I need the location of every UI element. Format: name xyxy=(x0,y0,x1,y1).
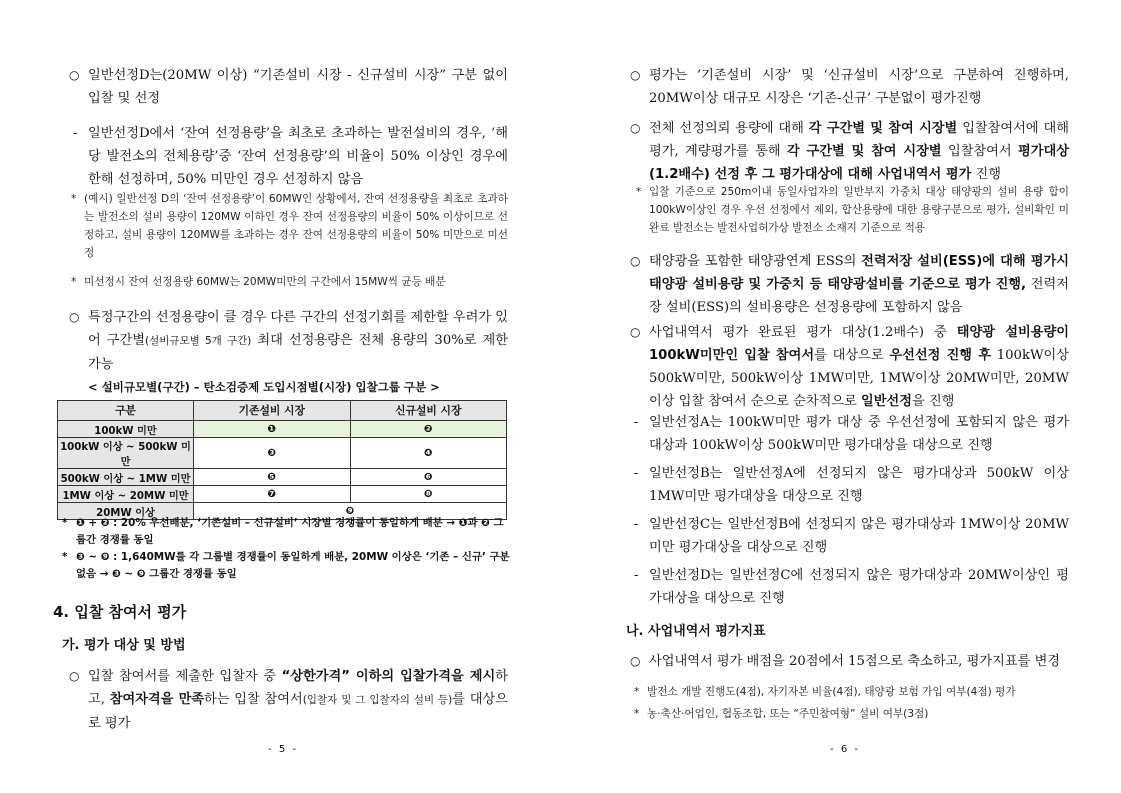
asterisk-marker: * xyxy=(71,276,77,288)
paragraph-text: 사업내역서 평가 배점을 20점에서 15점으로 축소하고, 평가지표를 변경 xyxy=(649,654,1061,669)
table-header: 신규설비 시장 xyxy=(350,401,507,421)
footnote xyxy=(71,273,508,291)
circle-bullet-icon: ○ xyxy=(630,68,641,82)
table-note xyxy=(62,549,510,583)
row-label: 500kW 이상 ~ 1MW 미만 xyxy=(58,469,194,486)
circle-bullet-icon: ○ xyxy=(630,121,641,135)
emphasis-text: 일반선정 xyxy=(861,394,913,409)
bullet-item xyxy=(630,250,1069,319)
paragraph-text: 진행 xyxy=(971,167,1002,182)
bullet-item xyxy=(630,650,1069,673)
paragraph-text: 최대 선정용량은 전체 용량의 30%로 제한 가능 xyxy=(88,333,508,372)
paragraph-text: 특정구간의 선정용량이 클 경우 다른 구간의 선정기회를 제한할 우려가 있어 구간별 xyxy=(88,310,508,348)
paragraph-text: 평가는 ‘기존설비 시장’ 및 ‘신규설비 시장’으로 구분하여 진행하며, 20MW이상 대규모 시장은 ‘기존-신규’ 구분없이 평가진행 xyxy=(649,68,1069,106)
group-cell: ❶ xyxy=(194,421,351,438)
emphasis-text: 각 구간별 및 참여 시장별 xyxy=(808,121,958,136)
paragraph-text: 100kW이상 500kW미만, 500kW이상 1MW미만, 1MW이상 20MW미만, 20MW이상 입찰 참여서 순으로 순차적으로 xyxy=(649,348,1069,409)
dash-marker: - xyxy=(634,415,639,430)
table-title: < 설비규모별(구간) – 탄소검증제 도입시점별(시장) 입찰그룹 구분 > xyxy=(88,380,440,394)
paragraph-text: 일반선정B는 일반선정A에 선정되지 않은 평가대상과 500kW 이상 1MW미만 평가대상을 대상으로 진행 xyxy=(649,466,1069,504)
paragraph-text: 사업내역서 평가 완료된 평가 대상(1.2배수) 중 xyxy=(649,325,957,340)
bullet-item xyxy=(630,117,1069,186)
footnote xyxy=(634,683,1071,701)
emphasis-text: “상한가격” 이하의 입찰가격을 제시 xyxy=(281,669,496,684)
asterisk-marker: * xyxy=(634,686,640,698)
asterisk-marker: * xyxy=(634,708,640,720)
table-row xyxy=(58,438,507,469)
table-note-text: ❶ + ❷ : 20% 우선배분, ‘기존설비 – 신규설비’ 시장별 경쟁률이 동일하게 배분 → ❶과 ❷ 그룹간 경쟁률 동일 xyxy=(76,517,504,546)
page-number: - 6 - xyxy=(830,744,860,755)
emphasis-text: 평가대상(1.2배수) 선정 후 그 평가대상에 대해 사업내역서 평가 xyxy=(649,144,1069,182)
paragraph-text: 하는 입찰 참여서 xyxy=(204,692,303,707)
sub-item xyxy=(634,564,1069,610)
circle-bullet-icon: ○ xyxy=(630,325,641,339)
footnote-text: 발전소 개발 진행도(4점), 자기자본 비율(4점), 태양광 보험 가입 여부(4점) 평가 xyxy=(647,686,1016,698)
paragraph-text: 을 진행 xyxy=(912,394,955,409)
paragraph-text: 일반선정A는 100kW미만 평가 대상 중 우선선정에 포함되지 않은 평가대상과 100kW이상 500kW미만 평가대상을 대상으로 진행 xyxy=(649,415,1069,453)
table-row xyxy=(58,469,507,486)
table-note xyxy=(62,515,510,549)
asterisk-marker: * xyxy=(636,186,642,198)
table-header: 구분 xyxy=(58,401,194,421)
asterisk-marker: * xyxy=(71,193,77,205)
section-heading: 4. 입찰 참여서 평가 xyxy=(53,603,187,621)
table-header-row xyxy=(58,401,507,421)
row-label: 20MW 이상 xyxy=(58,503,194,520)
sub-item xyxy=(73,122,508,191)
paragraph-text: 하고, xyxy=(88,669,508,707)
table-note-text: ❸ ~ ❾ : 1,640MW를 각 그룹별 경쟁률이 동일하게 배분, 20MW 이상은 ‘기존 – 신규’ 구분 없음 → ❸ ~ ❾ 그룹간 경쟁률 동일 xyxy=(76,551,510,580)
footnote xyxy=(71,190,508,262)
emphasis-text: 참여자격을 만족 xyxy=(109,692,205,707)
circle-bullet-icon: ○ xyxy=(69,310,80,324)
circle-bullet-icon: ○ xyxy=(69,68,80,82)
footnote-text: 농·축산·어업인, 협동조합, 또는 “주민참여형” 설비 여부(3점) xyxy=(647,708,929,720)
group-cell: ❸ xyxy=(194,438,351,469)
table-header: 기존설비 시장 xyxy=(194,401,351,421)
paragraph-text: 일반선정D는(20MW 이상) “기존설비 시장 - 신규설비 시장” 구분 없이 입찰 및 선정 xyxy=(88,68,508,106)
footnote-text: 미선정시 잔여 선정용량 60MW는 20MW미만의 구간에서 15MW씩 균등 배분 xyxy=(84,276,446,288)
paragraph-text: 입찰참여서 xyxy=(941,144,1019,159)
dash-marker: - xyxy=(634,466,639,481)
group-cell: ❻ xyxy=(350,469,507,486)
bullet-item xyxy=(630,64,1069,110)
paragraph-text: 일반선정D에서 ‘잔여 선정용량’을 최초로 초과하는 발전설비의 경우, ‘해당 발전소의 전체용량’중 ‘잔여 선정용량’의 비율이 50% 이상인 경우에 한해 선정하며, 50% 미만인 경우 선정하지 않음 xyxy=(88,126,508,187)
page-number: - 5 - xyxy=(268,744,298,755)
group-cell: ❾ xyxy=(194,503,507,520)
paragraph-text: 전력저장 설비(ESS)의 설비용량은 선정용량에 포함하지 않음 xyxy=(649,277,1069,315)
emphasis-text: 전력저장 설비(ESS)에 대해 평가시 태양광 설비용량 및 가중치 등 태양광설비를 기준으로 평가 진행, xyxy=(649,254,1069,292)
circle-bullet-icon: ○ xyxy=(630,254,641,268)
footnote-text: 입찰 기준으로 250m이내 동일사업자의 일반부지 가중치 대상 태양광의 설비 용량 합이 100kW이상인 경우 우선 선정에서 제외, 합산용량에 대한 용량구분으로 평가, 설비확인 미완료 발전소는 발전사업허가상 발전소 소재지 기준으로 적용 xyxy=(649,186,1069,234)
emphasis-text: 태양광 설비용량이 100kW미만인 입찰 참여서 xyxy=(649,325,1069,363)
row-label: 1MW 이상 ~ 20MW 미만 xyxy=(58,486,194,503)
row-label: 100kW 미만 xyxy=(58,421,194,438)
paragraph-text: 입찰 참여서를 제출한 입찰자 중 xyxy=(88,669,282,684)
emphasis-text: 우선선정 진행 후 xyxy=(889,348,991,363)
paragraph-text: 일반선정C는 일반선정B에 선정되지 않은 평가대상과 1MW이상 20MW 미만 평가대상을 대상으로 진행 xyxy=(649,517,1069,555)
sub-item xyxy=(634,513,1069,559)
asterisk-marker: * xyxy=(62,551,68,563)
page-6 xyxy=(561,0,1121,793)
dash-marker: - xyxy=(73,126,78,141)
paragraph-text: 를 대상으로 xyxy=(814,348,890,363)
group-cell: ❼ xyxy=(194,486,351,503)
paragraph-text: 태양광을 포함한 태양광연계 ESS의 xyxy=(649,254,862,269)
group-cell: ❺ xyxy=(194,469,351,486)
emphasis-text: 각 구간별 및 참여 시장별 xyxy=(787,144,942,159)
dash-marker: - xyxy=(634,568,639,583)
footnote xyxy=(636,183,1069,237)
footnote xyxy=(634,705,1071,723)
asterisk-marker: * xyxy=(62,517,68,529)
table-row xyxy=(58,421,507,438)
sub-item xyxy=(634,411,1069,457)
group-cell: ❷ xyxy=(350,421,507,438)
subsection-heading: 나. 사업내역서 평가지표 xyxy=(626,624,766,639)
circle-bullet-icon: ○ xyxy=(630,654,641,668)
footnote-text: (예시) 일반선정 D의 ‘잔여 선정용량’이 60MW인 상황에서, 잔여 선정용량을 최초로 초과하는 발전소의 설비 용량이 120MW 이하인 경우 잔여 선정용량의 비율이 50% 이상이므로 선정하고, 설비 용량이 120MW를 초과하는 경우 잔여 선정용량의 비율이 50% 미만으로 미선정 xyxy=(84,193,508,259)
paragraph-small-text: (설비규모별 5개 구간) xyxy=(145,335,252,347)
circle-bullet-icon: ○ xyxy=(69,669,80,683)
table-row xyxy=(58,486,507,503)
sub-item xyxy=(634,462,1069,508)
group-cell: ❽ xyxy=(350,486,507,503)
subsection-heading: 가. 평가 대상 및 방법 xyxy=(62,638,186,653)
paragraph-small-text: (입찰자 및 그 입찰자의 설비 등) xyxy=(302,694,453,706)
dash-marker: - xyxy=(634,517,639,532)
paragraph-text: 일반선정D는 일반선정C에 선정되지 않은 평가대상과 20MW이상인 평가대상을 대상으로 진행 xyxy=(649,568,1069,606)
paragraph-text: 전체 선정의뢰 용량에 대해 xyxy=(649,121,809,136)
row-label: 100kW 이상 ~ 500kW 미만 xyxy=(58,438,194,469)
bullet-item xyxy=(69,306,508,376)
group-cell: ❹ xyxy=(350,438,507,469)
paragraph-text: 를 대상으로 평가 xyxy=(88,692,508,731)
bidding-group-table xyxy=(57,400,507,520)
bullet-item xyxy=(69,665,508,735)
bullet-item xyxy=(630,321,1069,413)
paragraph-text: 입찰참여서에 대해 평가, 계량평가를 통해 xyxy=(649,121,1069,159)
bullet-item xyxy=(69,64,508,110)
page-5 xyxy=(0,0,560,793)
